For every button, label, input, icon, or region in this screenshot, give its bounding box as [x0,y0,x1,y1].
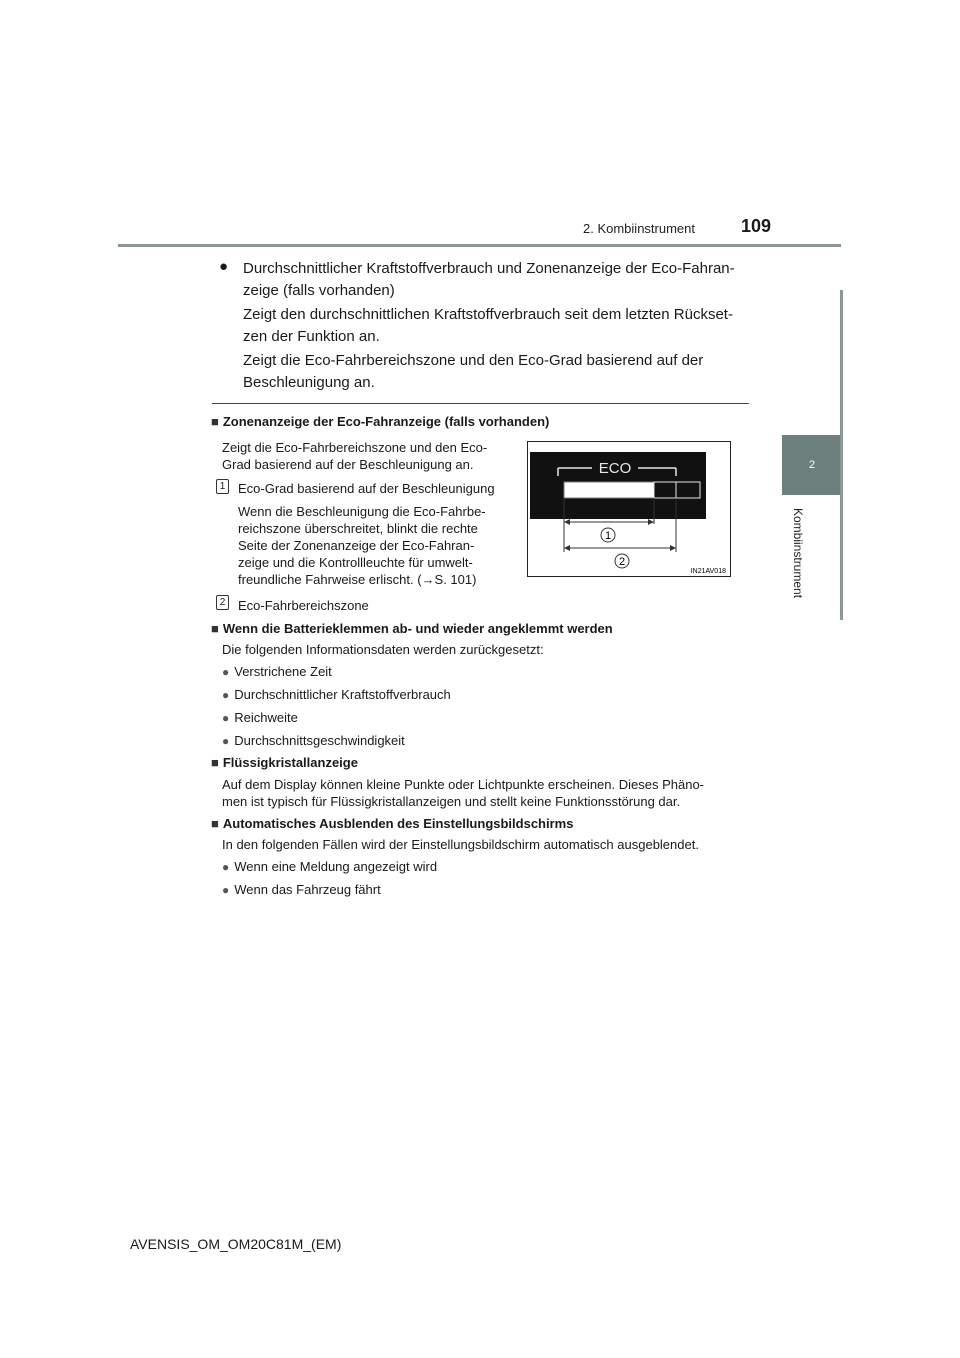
eco-item1-desc-line: Wenn die Beschleunigung die Eco-Fahrbe- [238,504,486,519]
eco-section-heading [211,414,549,429]
bullet-dot-icon: ● [222,734,230,748]
bullet-dot-icon: ● [222,688,230,702]
auto-hide-intro: In den folgenden Fällen wird der Einstellungsbildschirm automatisch ausgeblendet. [222,837,699,852]
side-chapter-tab: 2 [782,435,842,495]
square-bullet-icon: ■ [211,621,219,636]
eco-item1-description [238,503,505,588]
eco-item1-desc-line: zeige und die Kontrollleuchte für umwelt- [238,555,473,570]
eco-grade-bar [564,482,654,498]
main-item-title-line2: zeige (falls vorhanden) [243,282,395,299]
bullet-dot-icon: ● [222,860,230,874]
number-1-icon: 1 [216,479,229,494]
side-chapter-label: Kombiinstrument [791,508,805,599]
list-item-text: Reichweite [234,710,298,725]
page-number: 109 [741,216,772,236]
battery-section-heading [211,621,613,636]
section-divider [212,403,749,404]
list-item [222,859,437,874]
bullet-dot-icon: ● [222,711,230,725]
callout-1-label: 1 [604,530,612,542]
eco-intro-line2: Grad basierend auf der Beschleunigung an. [222,457,474,472]
lcd-text-line2: men ist typisch für Flüssigkristallanzeigen und stellt keine Funktionsstörung dar. [222,794,681,809]
header-rule [118,244,841,247]
main-item-desc1-line1: Zeigt den durchschnittlichen Kraftstoffverbrauch seit dem letzten Rückset- [243,306,733,323]
lcd-text-line1: Auf dem Display können kleine Punkte oder Lichtpunkte erscheinen. Dieses Phäno- [222,777,705,792]
eco-display-label: ECO [598,460,632,477]
eco-item2-label: Eco-Fahrbereichszone [238,598,369,613]
list-item [222,710,298,725]
square-bullet-icon: ■ [211,816,219,831]
eco-zone-illustration [528,442,730,576]
list-item-text: Wenn eine Meldung angezeigt wird [234,859,438,874]
battery-section-title: Wenn die Batterieklemmen ab- und wieder angeklemmt werden [222,621,613,636]
main-item-desc2-line2: Beschleunigung an. [243,374,375,391]
list-item-text: Durchschnittlicher Kraftstoffverbrauch [234,687,451,702]
list-item-text: Wenn das Fahrzeug fährt [234,882,381,897]
eco-section-title: Zonenanzeige der Eco-Fahranzeige (falls vorhanden) [222,414,550,429]
list-item [222,687,451,702]
eco-intro-line1: Zeigt die Eco-Fahrbereichszone und den Eco- [222,440,488,455]
eco-item1-desc-line: freundliche Fahrweise erlischt. (→S. 101) [238,572,477,587]
lcd-section-title: Flüssigkristallanzeige [222,755,358,770]
callout-2-label: 2 [618,556,626,568]
side-rule [840,290,843,620]
square-bullet-icon: ■ [211,755,219,770]
main-item-desc1-line2: zen der Funktion an. [243,328,380,345]
header-section-title: 2. Kombiinstrument [583,221,695,236]
list-item [222,733,405,748]
list-item-text: Durchschnittsgeschwindigkeit [234,733,405,748]
auto-hide-section-heading [211,816,573,831]
list-item [222,882,381,897]
list-item [222,664,332,679]
eco-item1-desc-line: Seite der Zonenanzeige der Eco-Fahran- [238,538,475,553]
figure-code: IN21AV018 [690,568,726,575]
battery-intro: Die folgenden Informationsdaten werden zurückgesetzt: [222,642,544,657]
square-bullet-icon: ■ [211,414,219,429]
document-footer-code: AVENSIS_OM_OM20C81M_(EM) [130,1236,342,1252]
auto-hide-section-title: Automatisches Ausblenden des Einstellungsbildschirms [222,816,574,831]
bullet-dot-icon: ● [222,883,230,897]
eco-zone-figure [527,441,731,577]
number-2-icon: 2 [216,595,229,610]
main-item-title-line1: Durchschnittlicher Kraftstoffverbrauch und Zonenanzeige der Eco-Fahran- [243,260,735,277]
bullet-dot-icon: ● [222,665,230,679]
list-item-text: Verstrichene Zeit [234,664,332,679]
main-bullet-icon: ● [219,258,229,275]
main-item-desc2-line1: Zeigt die Eco-Fahrbereichszone und den Eco-Grad basierend auf der [243,352,704,369]
eco-item1-label: Eco-Grad basierend auf der Beschleunigung [238,481,495,496]
lcd-section-heading [211,755,358,770]
eco-item1-desc-line: reichszone überschreitet, blinkt die rechte [238,521,478,536]
